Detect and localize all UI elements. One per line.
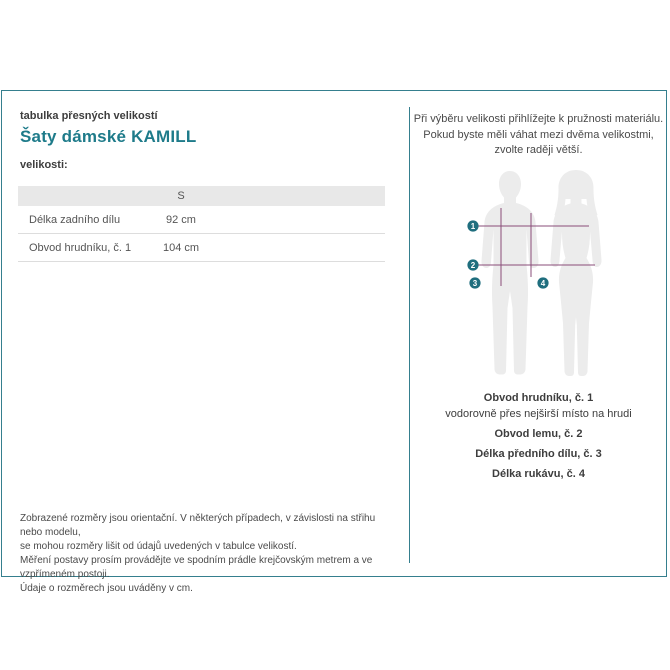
body-measurement-diagram <box>439 165 669 385</box>
marker-4 <box>537 277 548 288</box>
size-column-header: S <box>177 190 185 202</box>
legend-front-length: Délka předního dílu, č. 3 <box>475 448 602 460</box>
marker-3 <box>469 277 480 288</box>
measurement-name: Délka zadního dílu <box>29 213 121 226</box>
measurement-name: Obvod hrudníku, č. 1 <box>29 241 132 254</box>
sizes-label: velikosti: <box>20 159 68 171</box>
marker-2-number: 2 <box>470 260 476 270</box>
measurement-value: 92 cm <box>166 213 196 226</box>
panel-divider <box>409 107 410 563</box>
note-line: se mohou rozměry lišit od údajů uvedených v tabulce velikostí. <box>20 541 297 552</box>
marker-2 <box>467 259 478 270</box>
advice-line: zvolte raději větší. <box>494 144 583 156</box>
product-title: Šaty dámské KAMILL <box>20 127 197 146</box>
size-chart-panel <box>1 90 667 594</box>
marker-4-number: 4 <box>540 278 546 288</box>
legend-chest-description: vodorovně přes nejširší místo na hrudi <box>445 408 632 420</box>
size-table-header-row <box>18 186 385 206</box>
sizing-advice-text <box>410 112 667 159</box>
legend-sleeve-length: Délka rukávu, č. 4 <box>492 468 585 480</box>
legend-hem: Obvod lemu, č. 2 <box>494 428 583 440</box>
note-line: Měření postavy prosím provádějte ve spodním prádle krejčovským metrem a ve vzpřímeném postoji. <box>20 555 373 580</box>
disclaimer-notes <box>20 512 400 596</box>
measurement-value: 104 cm <box>162 241 200 254</box>
marker-3-number: 3 <box>472 278 478 288</box>
legend-chest: Obvod hrudníku, č. 1 <box>483 392 594 404</box>
advice-line: Při výběru velikosti přihlížejte k pružnosti materiálu. <box>413 113 664 125</box>
left-body-silhouette <box>481 171 538 375</box>
measurement-legend <box>410 391 667 481</box>
size-table <box>18 186 385 262</box>
note-line: Údaje o rozměrech jsou uváděny v cm. <box>20 583 193 594</box>
table-row <box>18 206 385 234</box>
note-line: Zobrazené rozměry jsou orientační. V některých případech, v závislosti na střihu nebo modelu, <box>20 513 376 538</box>
table-eyebrow-label: tabulka přesných velikostí <box>20 110 158 122</box>
table-row <box>18 234 385 262</box>
marker-1-number: 1 <box>470 221 476 231</box>
advice-line: Pokud byste měli váhat mezi dvěma velikostmi, <box>423 128 654 141</box>
marker-1 <box>467 220 478 231</box>
